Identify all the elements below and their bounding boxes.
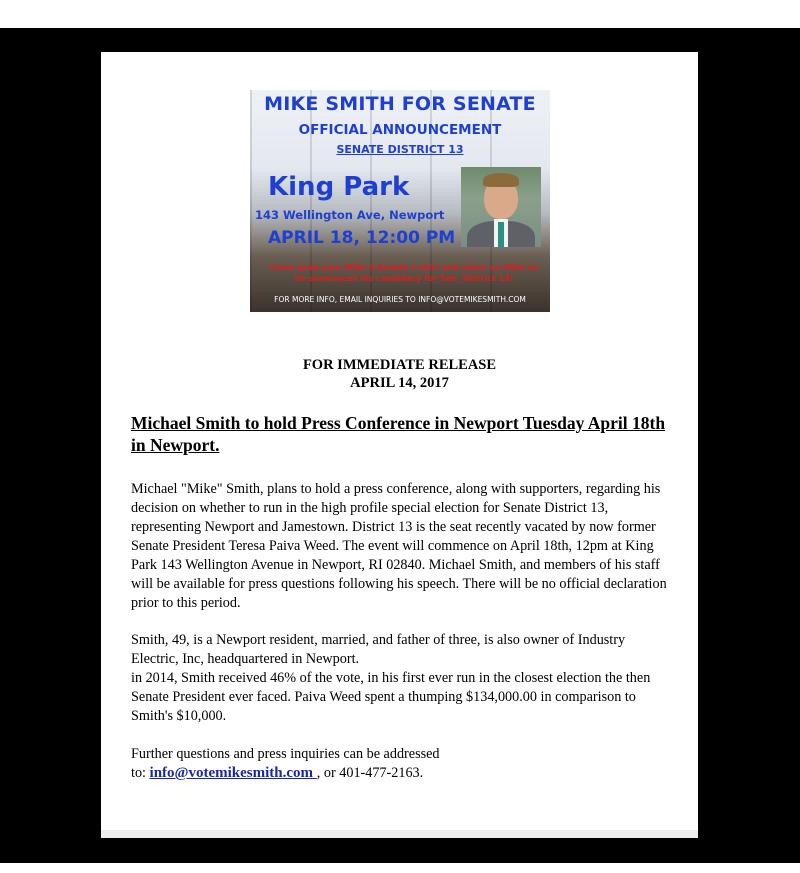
flyer-info-text: FOR MORE INFO, EMAIL INQUIRIES TO INFO@VOTEMIKESMITH.COM <box>274 295 526 304</box>
flyer-district: SENATE DISTRICT 13 <box>336 143 464 156</box>
flyer-title: MIKE SMITH FOR SENATE <box>264 93 536 115</box>
flyer-subtitle: OFFICIAL ANNOUNCEMENT <box>298 122 502 138</box>
headline: Michael Smith to hold Press Conference in Newport Tuesday April 18th in Newport. <box>131 413 666 455</box>
flyer-address: 143 Wellington Ave, Newport <box>255 208 445 222</box>
document-page <box>101 52 698 838</box>
body-paragraph-3 <box>131 745 671 783</box>
candidate-photo <box>461 167 541 247</box>
release-date: APRIL 14, 2017 <box>350 375 449 391</box>
body-paragraph-2b: in 2014, Smith received 46% of the vote, in his first ever run in the closest election the then Senate President ever faced. Paiva Weed spent a thumping $134,000.00 in comparison to Smith's $10,000. <box>131 670 651 724</box>
flyer-datetime: APRIL 18, 12:00 PM <box>268 228 456 248</box>
flyer-place: King Park <box>268 172 410 202</box>
contact-tail: , or 401-477-2163. <box>316 765 424 781</box>
contact-line <box>131 764 671 783</box>
body-paragraph-2a: Smith, 49, is a Newport resident, married, and father of three, is also owner of Industry Electric, Inc, headquartered in Newport. <box>131 632 626 667</box>
release-label: FOR IMMEDIATE RELEASE <box>302 357 497 373</box>
contact-to: to: <box>131 765 150 781</box>
body-paragraph-1: Michael "Mike" Smith, plans to hold a press conference, along with supporters, regarding his decision on whether to run in the high profile special election for Senate District 13, representing Newport and Jamestown. District 13 is the seat recently vacated by now former Senate President Teresa Paiva Weed. The event will commence on April 18th, 12pm at King Park 143 Wellington Avenue in Newport, RI 02840. Michael Smith, and members of his staff will be available for press questions following his speech. There will be no official declaration prior to this period. <box>131 481 667 611</box>
contact-lead: Further questions and press inquiries can be addressed <box>131 746 440 762</box>
release-heading <box>101 356 698 392</box>
announcement-flyer-image <box>250 90 550 312</box>
email-link[interactable]: info@votemikesmith.com <box>149 765 317 781</box>
body-paragraph-2 <box>131 631 671 726</box>
flyer-cheer-text: Come grab your Mike 4 Senate t-shirt and cheer on Mike as he announces his candidacy for Sen. District 13! <box>270 263 538 283</box>
